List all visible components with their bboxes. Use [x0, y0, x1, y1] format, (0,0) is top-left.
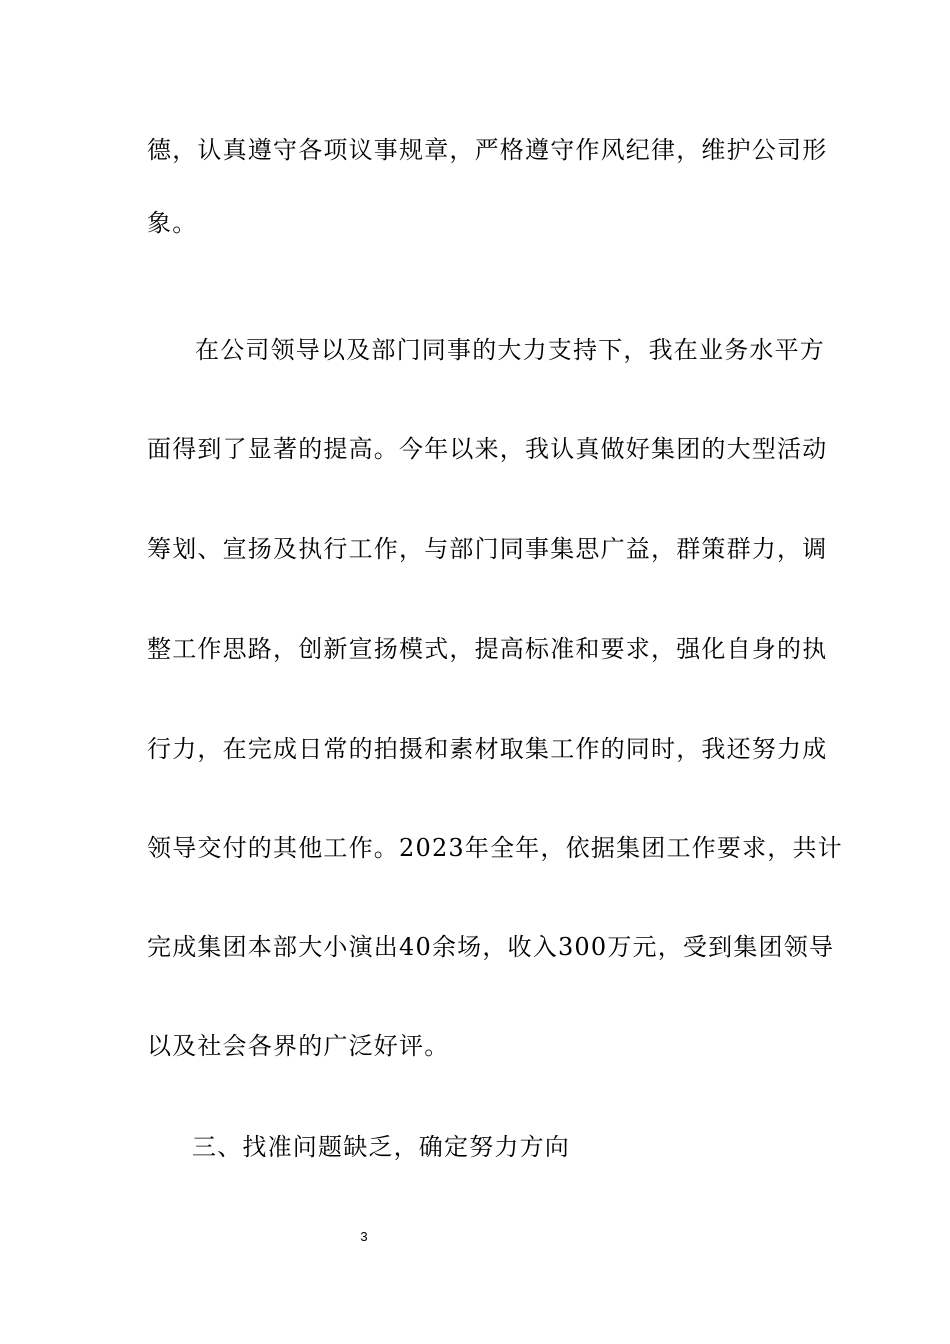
- section-heading: 三、找准问题缺乏，确定努力方向: [192, 1133, 570, 1161]
- paragraph-line: 面得到了显著的提高。今年以来，我认真做好集团的大型活动: [147, 435, 828, 463]
- paragraph-line: 整工作思路，创新宣扬模式，提高标准和要求，强化自身的执: [147, 635, 828, 663]
- paragraph-line: 象。: [147, 209, 198, 237]
- paragraph-line: 德，认真遵守各项议事规章，严格遵守作风纪律，维护公司形: [147, 136, 828, 164]
- paragraph-line: 筹划、宣扬及执行工作，与部门同事集思广益，群策群力，调: [147, 535, 828, 563]
- paragraph-line: 完成集团本部大小演出40余场，收入300万元，受到集团领导: [147, 933, 835, 961]
- paragraph-line: 领导交付的其他工作。2023年全年，依据集团工作要求，共计: [147, 834, 843, 862]
- paragraph-line: 行力，在完成日常的拍摄和素材取集工作的同时，我还努力成: [147, 735, 828, 763]
- page-number: 3: [360, 1229, 368, 1244]
- paragraph-line: 以及社会各界的广泛好评。: [147, 1032, 450, 1060]
- paragraph-line: 在公司领导以及部门同事的大力支持下，我在业务水平方: [195, 336, 825, 364]
